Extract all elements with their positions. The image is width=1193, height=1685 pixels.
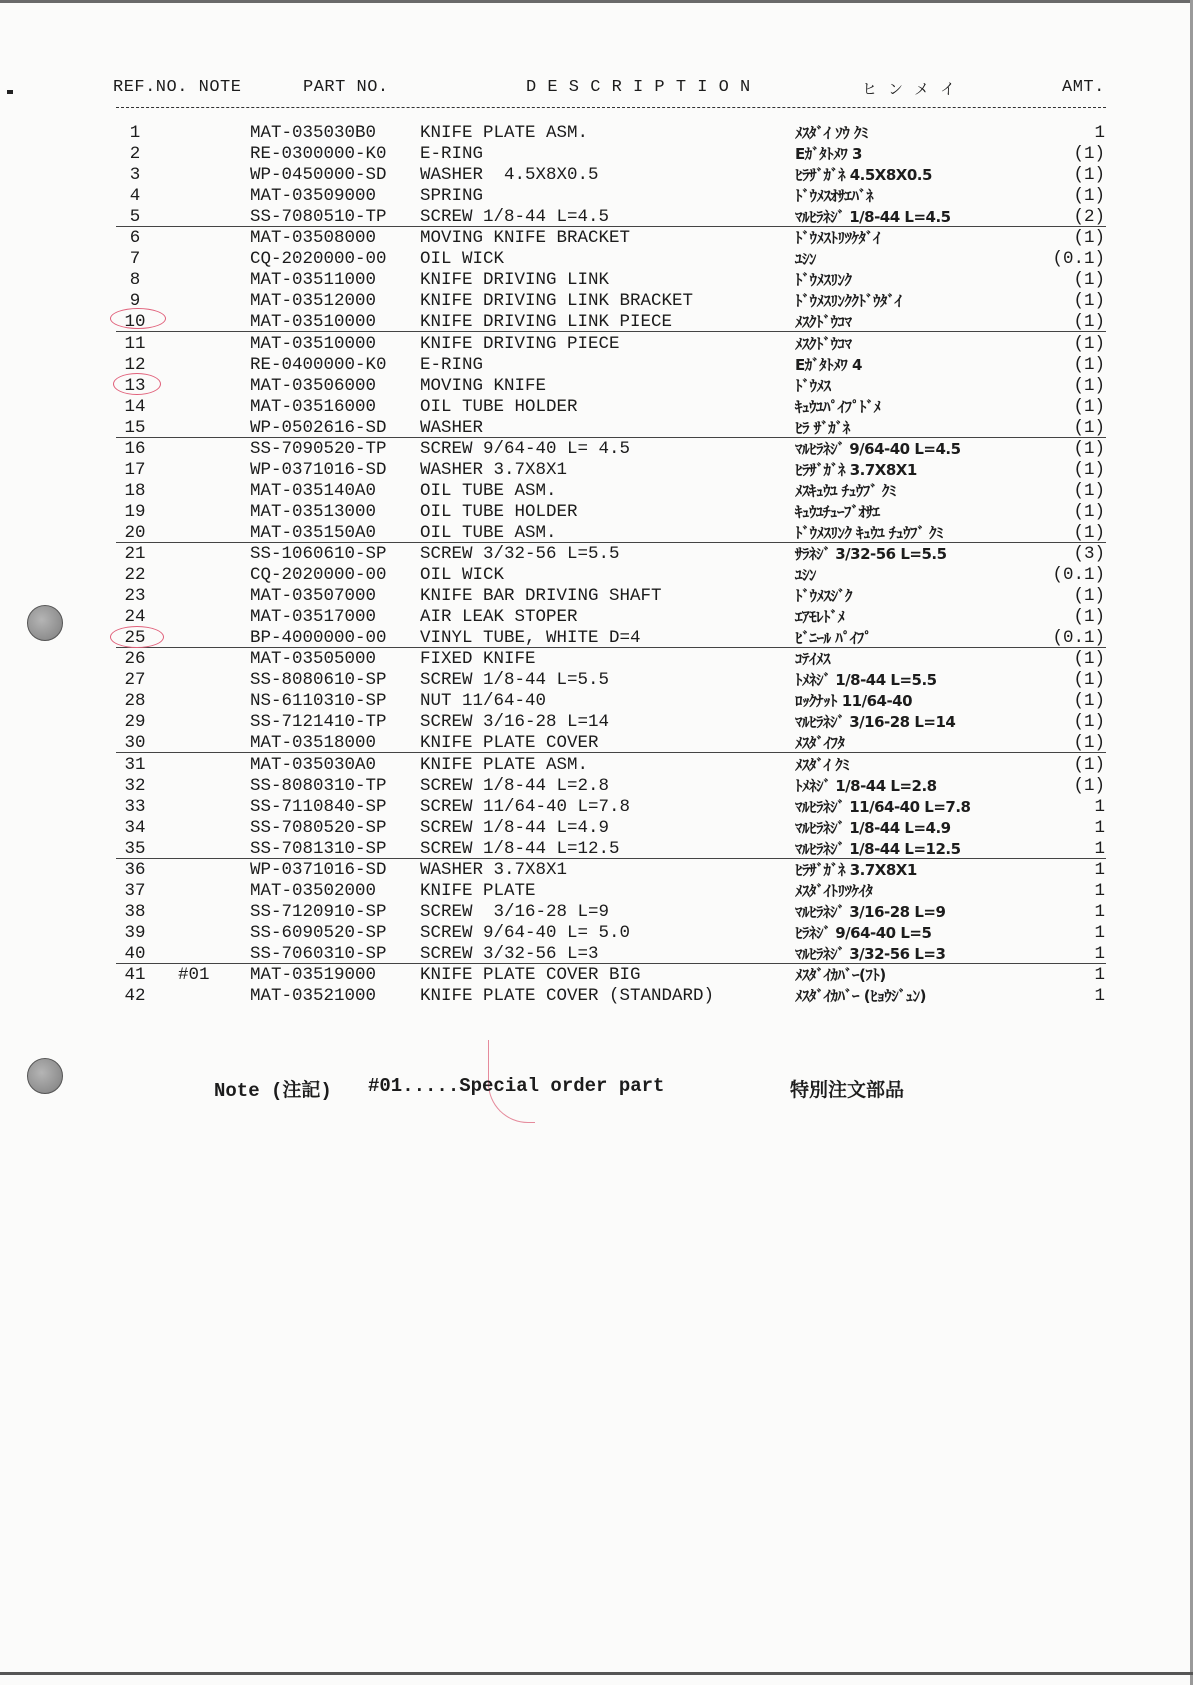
table-row	[0, 839, 1193, 860]
page-top-edge	[0, 0, 1193, 3]
ref-number: 9	[129, 291, 141, 312]
hinmei-kana: ﾏﾙﾋﾗﾈｼﾞ 1/8-44 L=12.5	[795, 839, 961, 858]
description: OIL TUBE HOLDER	[420, 396, 578, 417]
table-row	[0, 123, 1193, 144]
part-number: SS-7080510-TP	[250, 207, 387, 228]
table-row	[0, 565, 1193, 586]
part-number: SS-6090520-SP	[250, 922, 387, 943]
amount: 1	[1094, 859, 1105, 880]
ref-number: 35	[124, 838, 146, 859]
ref-number: 4	[129, 186, 141, 207]
punch-hole-lower	[27, 1058, 63, 1094]
description: SCREW 3/32-56 L=5.5	[420, 544, 620, 564]
table-row	[0, 797, 1193, 818]
red-circle-ref-13	[113, 373, 161, 395]
table-row	[0, 755, 1193, 776]
ref-number: 33	[124, 796, 146, 817]
hinmei-kana: ﾏﾙﾋﾗﾈｼﾞ 3/16-28 L=14	[795, 713, 956, 732]
hinmei-kana: ﾋﾗｻﾞｶﾞﾈ 3.7X8X1	[795, 460, 917, 479]
amount: 1	[1094, 965, 1105, 985]
ref-number: 38	[124, 901, 146, 922]
amount: (1)	[1073, 522, 1105, 543]
table-row	[0, 228, 1193, 249]
table-row	[0, 818, 1193, 839]
description: KNIFE PLATE ASM.	[420, 754, 589, 775]
part-number: SS-7121410-TP	[250, 712, 387, 733]
part-number: SS-7090520-TP	[250, 438, 387, 459]
hinmei-kana: ﾋﾗ ｻﾞｶﾞﾈ	[795, 418, 850, 437]
table-row	[0, 397, 1193, 418]
red-circle-ref-25	[110, 626, 164, 648]
table-row	[0, 291, 1193, 312]
table-row	[0, 481, 1193, 502]
ref-number: 41	[124, 965, 146, 985]
hinmei-kana: ﾒｽﾀﾞｲﾌﾀ	[795, 734, 845, 753]
description: SCREW 1/8-44 L=5.5	[420, 670, 610, 691]
ref-number: 37	[124, 880, 146, 901]
part-number: RE-0400000-K0	[250, 354, 387, 375]
amount: (1)	[1073, 417, 1105, 438]
description: WASHER 4.5X8X0.5	[420, 165, 599, 186]
ref-number: 7	[129, 249, 141, 270]
table-row	[0, 733, 1193, 754]
amount: 1	[1094, 817, 1105, 838]
hinmei-kana: ﾒｽﾀﾞｲｶﾊﾞｰ(ﾌﾄ)	[795, 966, 886, 984]
description: OIL TUBE HOLDER	[420, 501, 578, 522]
hinmei-kana: ﾋﾗﾈｼﾞ 9/64-40 L=5	[795, 923, 932, 942]
hinmei-kana: ﾒｽﾀﾞｲﾄﾘﾂｹｲﾀ	[795, 881, 873, 900]
description: SCREW 1/8-44 L=2.8	[420, 775, 610, 796]
part-number: MAT-03507000	[250, 586, 377, 607]
description: KNIFE PLATE COVER	[420, 733, 599, 754]
amount: 1	[1094, 986, 1105, 1007]
amount: 1	[1094, 880, 1105, 901]
description: SCREW 9/64-40 L= 5.0	[420, 922, 631, 943]
table-row	[0, 628, 1193, 649]
footer-note-label: Note (注記)	[214, 1080, 332, 1102]
group-separator	[116, 542, 1106, 543]
amount: (0.1)	[1052, 249, 1105, 270]
ref-number: 13	[124, 375, 146, 396]
description: SCREW 1/8-44 L=12.5	[420, 838, 620, 859]
table-row	[0, 418, 1193, 439]
table-row	[0, 376, 1193, 397]
hinmei-kana: ﾄﾒﾈｼﾞ 1/8-44 L=5.5	[795, 671, 937, 690]
group-separator	[116, 752, 1106, 753]
amount: 1	[1094, 123, 1105, 143]
ref-number: 22	[124, 565, 146, 586]
part-number: CQ-2020000-00	[250, 565, 387, 586]
ref-number: 36	[124, 859, 146, 880]
part-number: MAT-035140A0	[250, 480, 377, 501]
header-hinmei: ヒ ン メ イ	[862, 80, 956, 98]
ref-number: 32	[124, 775, 146, 796]
description: WASHER 3.7X8X1	[420, 459, 568, 480]
page-bottom-edge	[0, 1672, 1193, 1675]
hinmei-kana: ｺﾃｲﾒｽ	[795, 650, 831, 669]
table-row	[0, 923, 1193, 944]
ref-number: 5	[129, 207, 141, 228]
table-row	[0, 439, 1193, 460]
table-row	[0, 670, 1193, 691]
part-number: MAT-03502000	[250, 880, 377, 901]
ref-number: 26	[124, 649, 146, 670]
part-number: MAT-03521000	[250, 986, 377, 1007]
amount: (1)	[1073, 165, 1105, 186]
hinmei-kana: ﾏﾙﾋﾗﾈｼﾞ 9/64-40 L=4.5	[795, 439, 961, 458]
amount: 1	[1094, 901, 1105, 922]
ref-number: 18	[124, 480, 146, 501]
hinmei-kana: ﾒｽﾀﾞｲ ｿｳ ｸﾐ	[795, 124, 868, 142]
table-row	[0, 355, 1193, 376]
description: SCREW 11/64-40 L=7.8	[420, 796, 631, 817]
part-number: MAT-03519000	[250, 965, 377, 985]
hinmei-kana: ﾏﾙﾋﾗﾈｼﾞ 11/64-40 L=7.8	[795, 797, 971, 816]
hinmei-kana: ﾛｯｸﾅｯﾄ 11/64-40	[795, 692, 913, 711]
table-row	[0, 249, 1193, 270]
amount: (0.1)	[1052, 565, 1105, 586]
description: SCREW 3/16-28 L=14	[420, 712, 610, 733]
table-row	[0, 586, 1193, 607]
amount: (1)	[1073, 396, 1105, 417]
part-number: MAT-03510000	[250, 333, 377, 354]
table-row	[0, 270, 1193, 291]
part-number: MAT-03508000	[250, 228, 377, 249]
description: KNIFE DRIVING PIECE	[420, 333, 620, 354]
ref-number: 28	[124, 691, 146, 712]
hinmei-kana: ｻﾗﾈｼﾞ 3/32-56 L=5.5	[795, 545, 947, 563]
punch-hole-upper	[27, 605, 63, 641]
description: KNIFE PLATE COVER BIG	[420, 965, 641, 985]
group-separator	[116, 437, 1106, 438]
table-row	[0, 186, 1193, 207]
amount: (1)	[1073, 607, 1105, 628]
part-number: MAT-03512000	[250, 291, 377, 312]
part-number: MAT-035030A0	[250, 754, 377, 775]
table-row	[0, 165, 1193, 186]
amount: (1)	[1073, 775, 1105, 796]
part-number: WP-0450000-SD	[250, 165, 387, 186]
part-number: SS-7080520-SP	[250, 817, 387, 838]
amount: (1)	[1073, 354, 1105, 375]
hinmei-kana: ﾄﾞｳﾒｽﾘﾝｸ ｷｭｳﾕ ﾁｭｳﾌﾞ ｸﾐ	[795, 523, 944, 542]
amount: 1	[1094, 943, 1105, 964]
ref-number: 29	[124, 712, 146, 733]
group-separator	[116, 858, 1106, 859]
hinmei-kana: Eｶﾞﾀﾄﾒﾜ 3	[795, 145, 862, 164]
description: NUT 11/64-40	[420, 691, 547, 712]
amount: (1)	[1073, 501, 1105, 522]
description: KNIFE DRIVING LINK	[420, 270, 610, 291]
amount: (1)	[1073, 228, 1105, 249]
amount: (1)	[1073, 480, 1105, 501]
margin-mark	[7, 90, 13, 94]
hinmei-kana: ﾄﾞｳﾒｽﾘﾝｸｸﾄﾞｳﾀﾞｲ	[795, 292, 902, 311]
part-number: MAT-03516000	[250, 396, 377, 417]
ref-number: 15	[124, 417, 146, 438]
amount: (1)	[1073, 649, 1105, 670]
table-row	[0, 944, 1193, 965]
table-row	[0, 986, 1193, 1007]
footer-note-text: #01.....Special order part	[368, 1075, 665, 1097]
hinmei-kana: Eｶﾞﾀﾄﾒﾜ 4	[795, 355, 862, 374]
description: SCREW 3/16-28 L=9	[420, 901, 610, 922]
ref-number: 8	[129, 270, 141, 291]
part-number: MAT-03506000	[250, 375, 377, 396]
header-divider	[116, 107, 1106, 108]
amount: (1)	[1073, 712, 1105, 733]
part-number: NS-6110310-SP	[250, 691, 387, 712]
amount: (2)	[1073, 207, 1105, 228]
description: KNIFE DRIVING LINK BRACKET	[420, 291, 694, 312]
table-row	[0, 607, 1193, 628]
amount: (1)	[1073, 375, 1105, 396]
ref-number: 31	[124, 754, 146, 775]
part-number: MAT-035150A0	[250, 522, 377, 543]
hinmei-kana: ﾕｼﾝ	[795, 566, 817, 585]
header-ref-note: REF.NO. NOTE	[113, 78, 242, 97]
hinmei-kana: ﾒｽｸﾄﾞｳｺﾏ	[795, 313, 852, 332]
table-row	[0, 860, 1193, 881]
ref-number: 11	[124, 333, 146, 354]
description: KNIFE PLATE ASM.	[420, 123, 589, 143]
hinmei-kana: ﾋﾞﾆｰﾙ ﾊﾟｲﾌﾟ	[795, 629, 872, 648]
description: SCREW 1/8-44 L=4.5	[420, 207, 610, 228]
part-number: MAT-03511000	[250, 270, 377, 291]
amount: (1)	[1073, 670, 1105, 691]
hinmei-kana: ﾄﾞｳﾒｽﾄﾘﾂｹﾀﾞｲ	[795, 229, 881, 248]
part-number: MAT-03509000	[250, 186, 377, 207]
table-row	[0, 460, 1193, 481]
amount: (1)	[1073, 733, 1105, 754]
part-number: MAT-03513000	[250, 501, 377, 522]
hinmei-kana: ﾒｽﾀﾞｲｶﾊﾞｰ (ﾋｮｳｼﾞｭﾝ)	[795, 987, 926, 1006]
ref-number: 21	[124, 544, 146, 564]
description: OIL TUBE ASM.	[420, 522, 557, 543]
amount: (1)	[1073, 270, 1105, 291]
table-row	[0, 712, 1193, 733]
ref-number: 14	[124, 396, 146, 417]
description: FIXED KNIFE	[420, 649, 536, 670]
table-row	[0, 523, 1193, 544]
part-number: SS-7120910-SP	[250, 901, 387, 922]
hinmei-kana: ｷｭｳﾕﾁｭｰﾌﾞｵｻｴ	[795, 502, 880, 521]
part-number: SS-1060610-SP	[250, 544, 387, 564]
ref-number: 25	[124, 628, 146, 649]
ref-number: 16	[124, 438, 146, 459]
ref-number: 42	[124, 986, 146, 1007]
amount: 1	[1094, 838, 1105, 859]
description: OIL WICK	[420, 565, 505, 586]
ref-number: 30	[124, 733, 146, 754]
description: KNIFE BAR DRIVING SHAFT	[420, 586, 662, 607]
table-row	[0, 881, 1193, 902]
amount: (1)	[1073, 586, 1105, 607]
amount: (1)	[1073, 754, 1105, 775]
table-row	[0, 502, 1193, 523]
group-separator	[116, 226, 1106, 227]
description: SCREW 9/64-40 L= 4.5	[420, 438, 631, 459]
table-row	[0, 207, 1193, 228]
description: SCREW 1/8-44 L=4.9	[420, 817, 610, 838]
hinmei-kana: ﾋﾗｻﾞｶﾞﾈ 4.5X8X0.5	[795, 166, 932, 185]
amount: (1)	[1073, 312, 1105, 333]
part-number: SS-8080610-SP	[250, 670, 387, 691]
amount: (1)	[1073, 144, 1105, 165]
amount: (0.1)	[1052, 628, 1105, 649]
ref-number: 10	[124, 312, 146, 333]
hinmei-kana: ﾏﾙﾋﾗﾈｼﾞ 1/8-44 L=4.5	[795, 208, 951, 227]
hinmei-kana: ﾕｼﾝ	[795, 250, 817, 269]
amount: (1)	[1073, 691, 1105, 712]
description: AIR LEAK STOPER	[420, 607, 578, 628]
part-number: SS-8080310-TP	[250, 775, 387, 796]
ref-number: 34	[124, 817, 146, 838]
ref-number: 40	[124, 943, 146, 964]
amount: 1	[1094, 796, 1105, 817]
description: KNIFE PLATE	[420, 880, 536, 901]
part-number: CQ-2020000-00	[250, 249, 387, 270]
ref-number: 1	[129, 123, 141, 143]
ref-number: 39	[124, 922, 146, 943]
hinmei-kana: ﾏﾙﾋﾗﾈｼﾞ 3/16-28 L=9	[795, 902, 946, 921]
amount: (1)	[1073, 459, 1105, 480]
hinmei-kana: ﾒｽｸﾄﾞｳｺﾏ	[795, 334, 852, 353]
part-number: SS-7081310-SP	[250, 838, 387, 859]
hinmei-kana: ﾄﾞｳﾒｽﾘﾝｸ	[795, 271, 852, 290]
description: KNIFE DRIVING LINK PIECE	[420, 312, 673, 333]
part-number: MAT-03518000	[250, 733, 377, 754]
ref-number: 23	[124, 586, 146, 607]
table-row	[0, 965, 1193, 986]
amount: (1)	[1073, 186, 1105, 207]
note-cell: #01	[178, 965, 210, 985]
description: SCREW 3/32-56 L=3	[420, 943, 599, 964]
ref-number: 24	[124, 607, 146, 628]
description: MOVING KNIFE BRACKET	[420, 228, 631, 249]
hinmei-kana: ｴｱﾓﾚﾄﾞﾒ	[795, 608, 845, 627]
table-row	[0, 544, 1193, 565]
header-amt: AMT.	[1062, 78, 1105, 97]
ref-number: 6	[129, 228, 141, 249]
description: WASHER	[420, 417, 484, 438]
hinmei-kana: ﾋﾗｻﾞｶﾞﾈ 3.7X8X1	[795, 860, 917, 879]
part-number: WP-0502616-SD	[250, 417, 387, 438]
ref-number: 2	[129, 144, 141, 165]
ref-number: 3	[129, 165, 141, 186]
description: MOVING KNIFE	[420, 375, 547, 396]
ref-number: 19	[124, 501, 146, 522]
footer-note-japanese: 特別注文部品	[790, 1079, 905, 1101]
part-number: WP-0371016-SD	[250, 859, 387, 880]
hinmei-kana: ﾄﾞｳﾒｽｼﾞｸ	[795, 587, 853, 606]
part-number: SS-7060310-SP	[250, 943, 387, 964]
hinmei-kana: ﾏﾙﾋﾗﾈｼﾞ 3/32-56 L=3	[795, 944, 946, 963]
table-row	[0, 312, 1193, 333]
part-number: MAT-03505000	[250, 649, 377, 670]
hinmei-kana: ﾒｽｷｭｳﾕ ﾁｭｳﾌﾞ ｸﾐ	[795, 481, 896, 500]
amount: (1)	[1073, 438, 1105, 459]
table-row	[0, 649, 1193, 670]
hinmei-kana: ﾄﾞｳﾒｽ	[795, 376, 831, 395]
part-number: SS-7110840-SP	[250, 796, 387, 817]
amount: (1)	[1073, 291, 1105, 312]
table-row	[0, 334, 1193, 355]
header-part-no: PART NO.	[303, 78, 389, 97]
amount: 1	[1094, 922, 1105, 943]
amount: (1)	[1073, 333, 1105, 354]
hinmei-kana: ｷｭｳﾕﾊﾟｲﾌﾟﾄﾞﾒ	[795, 397, 881, 416]
description: E-RING	[420, 144, 484, 165]
table-row	[0, 776, 1193, 797]
ref-number: 20	[124, 522, 146, 543]
description: VINYL TUBE, WHITE D=4	[420, 628, 641, 649]
description: OIL TUBE ASM.	[420, 480, 557, 501]
amount: (3)	[1073, 544, 1105, 564]
description: OIL WICK	[420, 249, 505, 270]
ref-number: 27	[124, 670, 146, 691]
hinmei-kana: ﾄﾞｳﾒｽｵｻｴﾊﾞﾈ	[795, 187, 874, 206]
group-separator	[116, 963, 1106, 964]
hinmei-kana: ﾄﾒﾈｼﾞ 1/8-44 L=2.8	[795, 776, 937, 795]
group-separator	[116, 331, 1106, 332]
part-number: MAT-03517000	[250, 607, 377, 628]
red-circle-ref-10	[110, 308, 166, 329]
ref-number: 17	[124, 459, 146, 480]
description: E-RING	[420, 354, 484, 375]
description: SPRING	[420, 186, 484, 207]
part-number: BP-4000000-00	[250, 628, 387, 649]
table-row	[0, 691, 1193, 712]
part-number: WP-0371016-SD	[250, 459, 387, 480]
table-row	[0, 144, 1193, 165]
group-separator	[116, 647, 1106, 648]
hinmei-kana: ﾒｽﾀﾞｲ ｸﾐ	[795, 755, 850, 774]
header-description: D E S C R I P T I O N	[526, 78, 751, 97]
table-row	[0, 902, 1193, 923]
description: KNIFE PLATE COVER (STANDARD)	[420, 986, 715, 1007]
hinmei-kana: ﾏﾙﾋﾗﾈｼﾞ 1/8-44 L=4.9	[795, 818, 951, 837]
part-number: MAT-035030B0	[250, 123, 377, 143]
part-number: MAT-03510000	[250, 312, 377, 333]
part-number: RE-0300000-K0	[250, 144, 387, 165]
description: WASHER 3.7X8X1	[420, 859, 568, 880]
ref-number: 12	[124, 354, 146, 375]
